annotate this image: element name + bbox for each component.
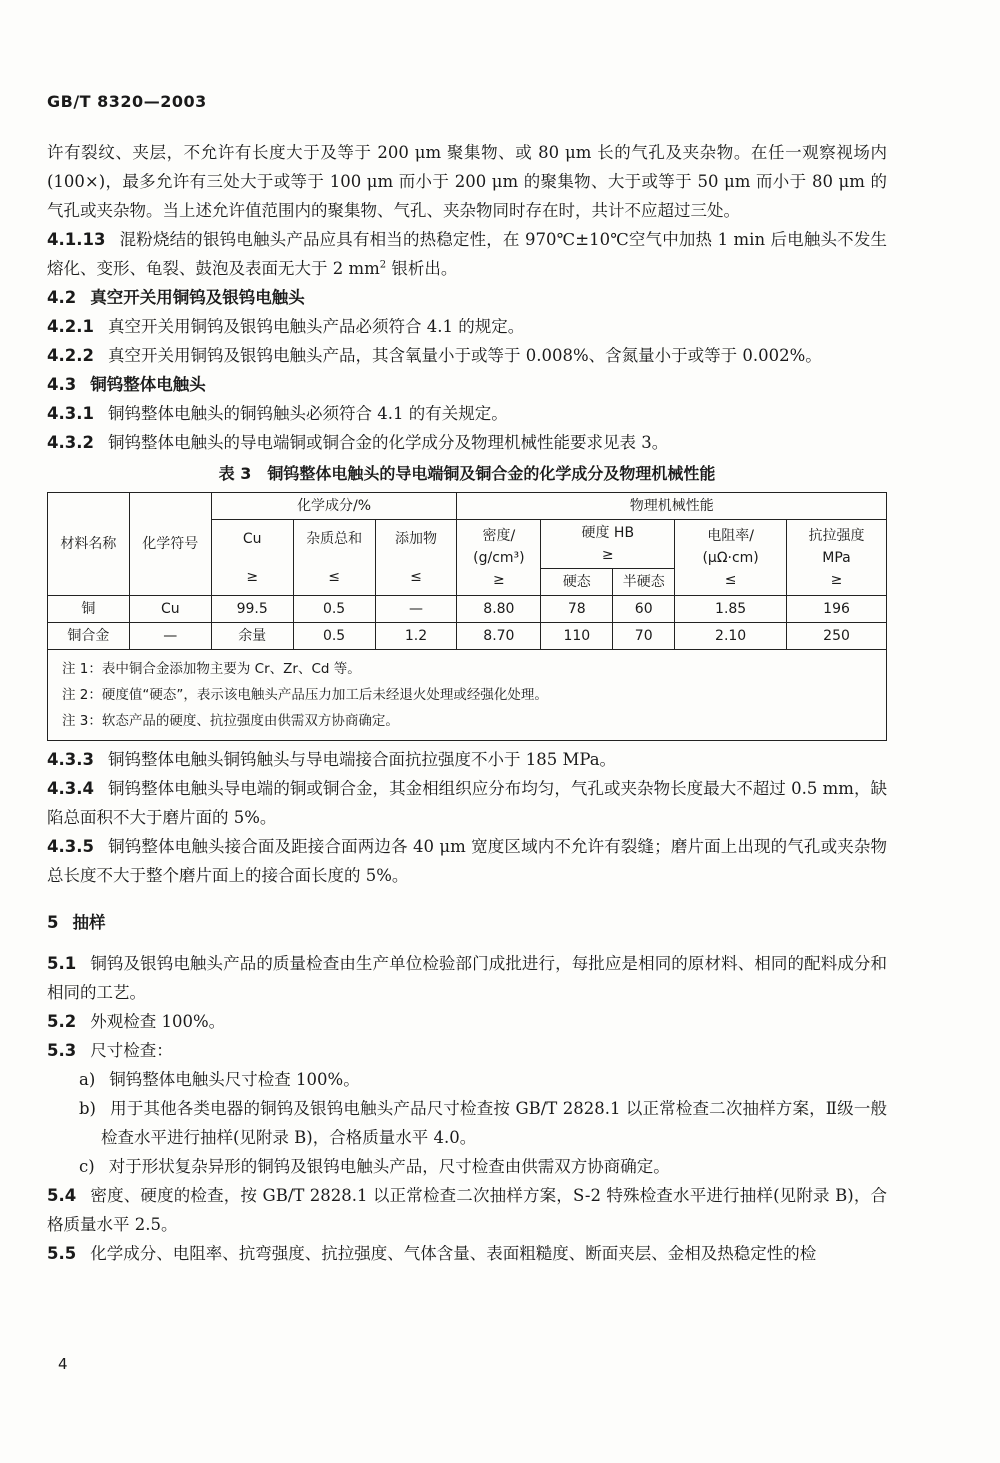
cell-semi-hard: 60 [613, 596, 675, 623]
section-title: 抽样 [72, 913, 106, 932]
table-notes [48, 650, 887, 741]
cell-cu: 99.5 [211, 596, 293, 623]
section-number: 4.3 [47, 375, 77, 394]
list-item [63, 1065, 887, 1094]
page-number: 4 [58, 1355, 68, 1373]
cell-impurity: 0.5 [293, 623, 375, 650]
header-impurity-label: 杂质总和 [306, 530, 363, 547]
section-4-2-heading [47, 283, 887, 312]
cell-cu: 余量 [211, 623, 293, 650]
clause-number: 4.1.13 [47, 230, 106, 249]
clause-4-3-3 [47, 745, 887, 774]
header-cu-label: Cu [242, 530, 262, 547]
le-sign: ≤ [328, 568, 340, 585]
ge-sign: ≥ [493, 571, 505, 588]
header-hard-state: 硬态 [541, 569, 613, 596]
cell-density: 8.70 [457, 623, 541, 650]
clause-number: 4.2.2 [47, 346, 94, 365]
list-item [63, 1152, 887, 1181]
list-label: b) [79, 1099, 96, 1118]
clause-5-2 [47, 1007, 887, 1036]
header-density-label: 密度/ [482, 527, 516, 544]
le-sign: ≤ [410, 568, 422, 585]
cell-semi-hard: 70 [613, 623, 675, 650]
ge-sign: ≥ [246, 568, 259, 585]
clause-number: 5.2 [47, 1012, 77, 1031]
cell-density: 8.80 [457, 596, 541, 623]
header-density-unit: (g/cm³) [473, 549, 525, 566]
clause-number: 5.5 [47, 1244, 77, 1263]
table-row [48, 623, 887, 650]
cell-additive: — [375, 596, 457, 623]
list-text: 铜钨整体电触头尺寸检查 100%。 [109, 1070, 360, 1089]
clause-text: 真空开关用铜钨及银钨电触头产品必须符合 4.1 的规定。 [107, 317, 525, 336]
header-tensile [787, 520, 887, 596]
cell-impurity: 0.5 [293, 596, 375, 623]
header-resistivity [675, 520, 787, 596]
header-chemical-composition: 化学成分/% [211, 493, 457, 520]
intro-paragraph: 许有裂纹、夹层，不允许有长度大于及等于 200 μm 聚集物、或 80 μm 长的气孔及夹杂物。在任一观察视场内(100×)，最多允许有三处大于或等于 100 μm 而小于 200 μm 的聚集物、大于或等于 50 μm 而小于 80 μm 的气孔或夹杂物。当上述允许值范围内的聚集物、气孔、夹杂物同时存在时，共计不应超过三处。 [47, 143, 887, 220]
header-tensile-unit: MPa [822, 549, 851, 566]
clause-number: 4.3.3 [47, 750, 94, 769]
header-hardness [541, 520, 675, 569]
cell-hard: 110 [541, 623, 613, 650]
clause-text: 铜钨及银钨电触头产品的质量检查由生产单位检验部门成批进行，每批应是相同的原材料、相同的配料成分和相同的工艺。 [47, 954, 887, 1002]
clause-4-2-1 [47, 312, 887, 341]
clause-4-3-4 [47, 774, 887, 832]
clause-text: 铜钨整体电触头铜钨触头与导电端接合面抗拉强度不小于 185 MPa。 [107, 750, 617, 769]
le-sign: ≤ [724, 571, 737, 588]
clause-number: 5.3 [47, 1041, 77, 1060]
clause-text: 混粉烧结的银钨电触头产品应具有相当的热稳定性，在 970℃±10℃空气中加热 1 min 后电触头不发生熔化、变形、龟裂、鼓泡及表面无大于 2 mm [47, 230, 887, 278]
clause-text: 铜钨整体电触头的铜钨触头必须符合 4.1 的有关规定。 [107, 404, 508, 423]
header-resistivity-unit: (μΩ·cm) [702, 549, 759, 566]
header-resistivity-label: 电阻率/ [707, 527, 754, 544]
section-5-heading [47, 908, 887, 937]
header-tensile-label: 抗拉强度 [808, 527, 865, 544]
ge-sign: ≥ [830, 571, 843, 588]
list-label: a) [79, 1070, 96, 1089]
cell-hard: 78 [541, 596, 613, 623]
clause-number: 4.3.1 [47, 404, 94, 423]
clause-number: 4.2.1 [47, 317, 94, 336]
standard-header: GB/T 8320—2003 [47, 92, 207, 111]
clause-text: 铜钨整体电触头的导电端铜或铜合金的化学成分及物理机械性能要求见表 3。 [107, 433, 669, 452]
ge-sign: ≥ [601, 547, 614, 563]
header-density [457, 520, 541, 596]
cell-material: 铜 [48, 596, 130, 623]
clause-5-5 [47, 1239, 887, 1268]
header-physical-properties: 物理机械性能 [457, 493, 887, 520]
list-item [63, 1094, 887, 1152]
clause-text: 尺寸检查： [90, 1041, 173, 1060]
cell-tensile: 196 [787, 596, 887, 623]
cell-symbol: — [129, 623, 211, 650]
header-additive [375, 520, 457, 596]
cell-tensile: 250 [787, 623, 887, 650]
clause-number: 4.3.2 [47, 433, 94, 452]
clause-5-3 [47, 1036, 887, 1065]
header-hardness-label: 硬度 HB [581, 525, 635, 541]
table-note: 注 1：表中铜合金添加物主要为 Cr、Zr、Cd 等。 [62, 661, 361, 677]
list-text: 用于其他各类电器的铜钨及银钨电触头产品尺寸检查按 GB/T 2828.1 以正常检查二次抽样方案，Ⅱ级一般检查水平进行抽样(见附录 B)，合格质量水平 4.0。 [101, 1099, 887, 1147]
clause-number: 5.4 [47, 1186, 77, 1205]
header-additive-label: 添加物 [394, 530, 437, 547]
clause-number: 5.1 [47, 954, 77, 973]
section-number: 5 [47, 913, 59, 932]
table-row [48, 596, 887, 623]
header-cu [211, 520, 293, 596]
clause-text: 铜钨整体电触头导电端的铜或铜合金，其金相组织应分布均匀，气孔或夹杂物长度最大不超过 0.5 mm，缺陷总面积不大于磨片面的 5%。 [47, 779, 887, 827]
clause-5-4 [47, 1181, 887, 1239]
section-title: 真空开关用铜钨及银钨电触头 [90, 288, 305, 307]
header-semi-hard-state: 半硬态 [613, 569, 675, 596]
clause-text: 密度、硬度的检查，按 GB/T 2828.1 以正常检查二次抽样方案，S-2 特殊检查水平进行抽样(见附录 B)，合格质量水平 2.5。 [47, 1186, 887, 1234]
list-text: 对于形状复杂异形的铜钨及银钨电触头产品，尺寸检查由供需双方协商确定。 [108, 1157, 670, 1176]
header-impurity [293, 520, 375, 596]
list-label: c) [79, 1157, 95, 1176]
section-number: 4.2 [47, 288, 77, 307]
clause-4-2-2 [47, 341, 887, 370]
clause-number: 4.3.4 [47, 779, 94, 798]
cell-additive: 1.2 [375, 623, 457, 650]
cell-resistivity: 2.10 [675, 623, 787, 650]
clause-4-3-2 [47, 428, 887, 457]
clause-4-3-5 [47, 832, 887, 890]
clause-number: 4.3.5 [47, 837, 94, 856]
clause-text: 外观检查 100%。 [90, 1012, 226, 1031]
cell-material: 铜合金 [48, 623, 130, 650]
cell-symbol: Cu [129, 596, 211, 623]
header-material: 材料名称 [48, 493, 130, 596]
table-note: 注 3：软态产品的硬度、抗拉强度由供需双方协商确定。 [62, 713, 399, 729]
document-body [47, 138, 887, 1268]
clause-5-1 [47, 949, 887, 1007]
section-title: 铜钨整体电触头 [90, 375, 206, 394]
superscript: 2 [379, 259, 387, 271]
table-note: 注 2：硬度值“硬态”，表示该电触头产品压力加工后未经退火处理或经强化处理。 [62, 687, 548, 703]
table-3-caption: 表 3 铜钨整体电触头的导电端铜及铜合金的化学成分及物理机械性能 [218, 464, 716, 483]
section-4-3-heading [47, 370, 887, 399]
table-3 [47, 492, 887, 741]
clause-text: 真空开关用铜钨及银钨电触头产品，其含氧量小于或等于 0.008%、含氮量小于或等于 0.002%。 [107, 346, 822, 365]
header-symbol: 化学符号 [129, 493, 211, 596]
clause-4-1-13 [47, 225, 887, 283]
cell-resistivity: 1.85 [675, 596, 787, 623]
clause-4-3-1 [47, 399, 887, 428]
clause-text-tail: 银析出。 [386, 259, 458, 278]
clause-text: 铜钨整体电触头接合面及距接合面两边各 40 μm 宽度区域内不允许有裂缝；磨片面上出现的气孔或夹杂物总长度不大于整个磨片面上的接合面长度的 5%。 [47, 837, 887, 885]
clause-text: 化学成分、电阻率、抗弯强度、抗拉强度、气体含量、表面粗糙度、断面夹层、金相及热稳定性的检 [90, 1244, 817, 1263]
